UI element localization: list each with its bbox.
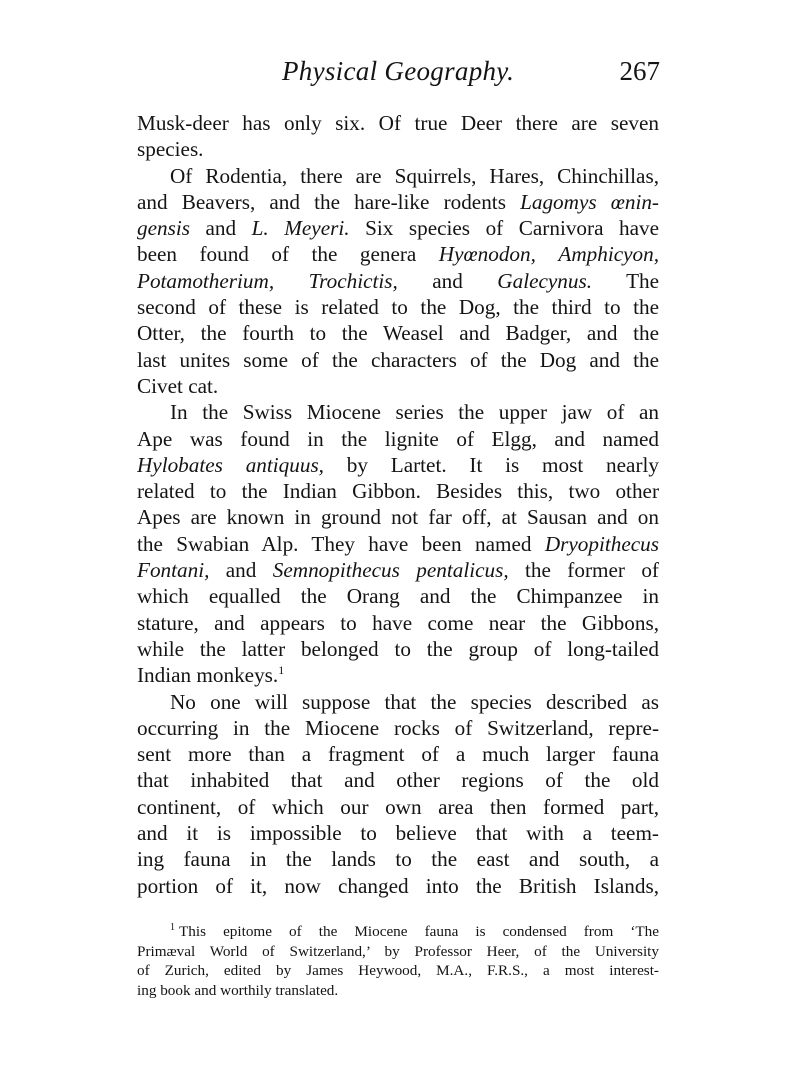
taxon-name: Trochictis, xyxy=(308,268,398,293)
footnote-reference: 1 xyxy=(278,663,285,678)
footnote-line: of Zurich, edited by James Heywood, M.A., F.R.S., a most interest- xyxy=(137,962,659,980)
text-line: while the latter belonged to the group of long-tailed xyxy=(137,636,659,661)
taxon-name: Hylobates antiquus, xyxy=(137,452,324,477)
text-line: species. xyxy=(137,137,204,162)
taxon-name: Lagomys œnin- xyxy=(520,189,659,214)
footnote xyxy=(137,922,659,1000)
taxon-name: gensis xyxy=(137,216,190,241)
text-line: sent more than a fragment of a much larger fauna xyxy=(137,742,659,767)
footnote-line: Primæval World of Switzerland,’ by Professor Heer, of the University xyxy=(137,942,659,960)
text-line: Of Rodentia, there are Squirrels, Hares, Chinchillas, xyxy=(170,163,659,188)
text-line: Ape was found in the lignite of Elgg, and named xyxy=(137,426,659,451)
taxon-name: Dryopithecus xyxy=(544,531,659,556)
text-line: Musk-deer has only six. Of true Deer there are seven xyxy=(137,111,659,135)
taxon-name: Hyœnodon, xyxy=(438,242,536,267)
footnote-line: ing book and worthily translated. xyxy=(137,981,339,999)
text-line: gensis and L. Meyeri. Six species of Carnivora have xyxy=(137,216,659,241)
text-line: and it is impossible to believe that with a teem- xyxy=(137,821,659,846)
running-title: Physical Geography. xyxy=(282,56,515,86)
text-line: Civet cat. xyxy=(137,373,219,398)
taxon-name: Semnopithecus pentalicus, xyxy=(272,558,509,583)
page-number: 267 xyxy=(619,56,660,86)
text-line: the Swabian Alp. They have been named Dryopithecus xyxy=(137,531,659,556)
text-line: related to the Indian Gibbon. Besides this, two other xyxy=(137,479,659,504)
taxon-name: Fontani, xyxy=(137,558,210,583)
footnote-marker: 1 xyxy=(170,922,175,933)
footnote-line: $^1$ This epitome of the Miocene fauna is condensed from ‘The xyxy=(170,922,659,940)
text-line: Potamotherium, Trochictis, and Galecynus. The xyxy=(137,268,659,293)
text-line: continent, of which our own area then formed part, xyxy=(137,794,659,819)
body-text xyxy=(137,110,659,899)
text-line: second of these is related to the Dog, the third to the xyxy=(137,295,659,320)
taxon-name: L. Meyeri. xyxy=(251,216,350,241)
text-line: Apes are known in ground not far off, at Sausan and on xyxy=(137,505,659,530)
running-header xyxy=(282,56,660,96)
text-line: ing fauna in the lands to the east and south, a xyxy=(137,847,659,872)
text-line: been found of the genera Hyœnodon, Amphicyon, xyxy=(137,242,659,267)
taxon-name: Amphicyon, xyxy=(558,242,659,267)
text-line: stature, and appears to have come near the Gibbons, xyxy=(137,610,659,635)
text-line: that inhabited that and other regions of the old xyxy=(137,768,659,793)
text-line: occurring in the Miocene rocks of Switzerland, repre- xyxy=(137,715,659,740)
taxon-name: Potamotherium, xyxy=(137,268,275,293)
text-line: In the Swiss Miocene series the upper jaw of an xyxy=(170,400,659,425)
taxon-name: Galecynus. xyxy=(497,268,593,293)
text-line: last unites some of the characters of the Dog and the xyxy=(137,347,659,372)
text-line: Otter, the fourth to the Weasel and Badger, and the xyxy=(137,321,659,346)
text-line: and Beavers, and the hare-like rodents Lagomys œnin- xyxy=(137,189,659,214)
text-line: which equalled the Orang and the Chimpanzee in xyxy=(137,584,659,609)
text-line: No one will suppose that the species described as xyxy=(170,689,659,714)
text-line: Hylobates antiquus, by Lartet. It is most nearly xyxy=(137,452,659,477)
text-line: Fontani, and Semnopithecus pentalicus, the former of xyxy=(137,558,659,583)
text-line: Indian monkeys.$^1$ xyxy=(137,663,285,688)
text-line: portion of it, now changed into the British Islands, xyxy=(137,873,659,898)
